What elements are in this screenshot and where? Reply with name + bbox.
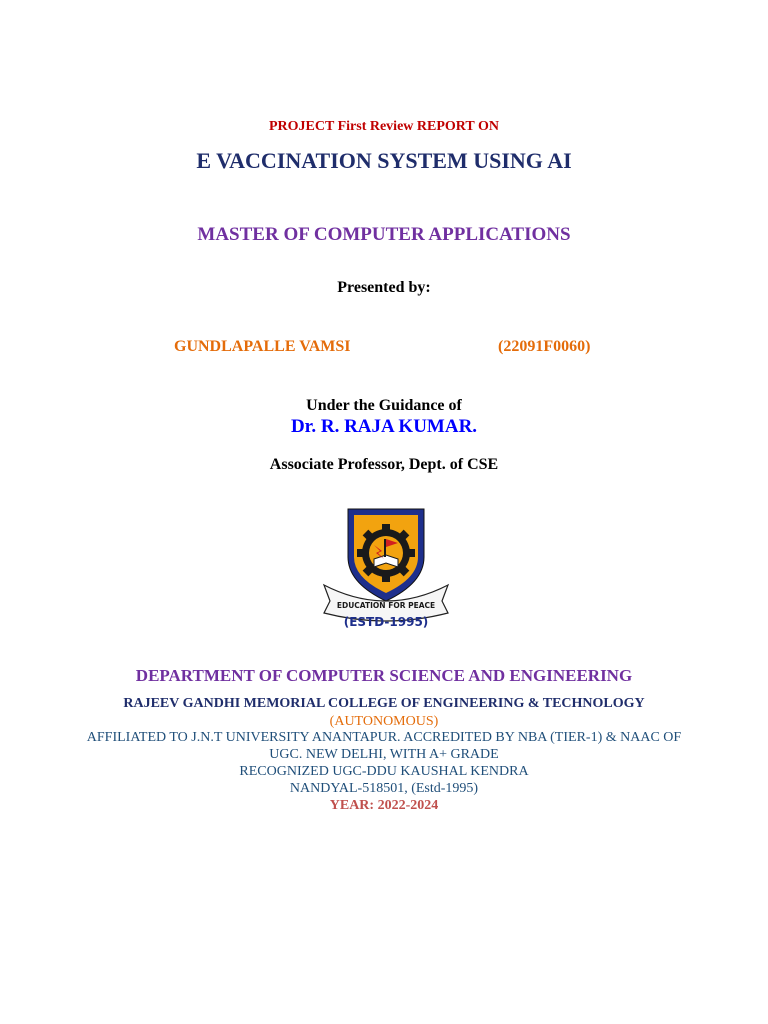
student-roll-number: (22091F0060): [498, 338, 591, 355]
autonomous-status: (AUTONOMOUS): [329, 714, 439, 729]
department-name: DEPARTMENT OF COMPUTER SCIENCE AND ENGINEERING: [135, 666, 633, 685]
college-name: RAJEEV GANDHI MEMORIAL COLLEGE OF ENGINEERING & TECHNOLOGY: [123, 696, 645, 711]
affiliation-line-1: AFFILIATED TO J.N.T UNIVERSITY ANANTAPUR. ACCREDITED BY NBA (TIER-1) & NAAC OF: [86, 730, 682, 745]
svg-text:EDUCATION FOR PEACE: EDUCATION FOR PEACE: [336, 601, 436, 610]
recognition-line: RECOGNIZED UGC-DDU KAUSHAL KENDRA: [239, 764, 529, 779]
guide-name: Dr. R. RAJA KUMAR.: [290, 416, 478, 437]
college-logo-icon: [320, 505, 452, 629]
college-location: NANDYAL-518501, (Estd-1995): [289, 781, 479, 796]
affiliation-line-2: UGC. NEW DELHI, WITH A+ GRADE: [269, 747, 499, 762]
guidance-label: Under the Guidance of: [306, 397, 462, 414]
student-name: GUNDLAPALLE VAMSI: [174, 338, 351, 355]
degree-title: MASTER OF COMPUTER APPLICATIONS: [197, 224, 571, 245]
guide-designation: Associate Professor, Dept. of CSE: [269, 456, 499, 473]
project-title: E VACCINATION SYSTEM USING AI: [196, 148, 572, 173]
presented-by-label: Presented by:: [337, 279, 431, 296]
report-type-heading: PROJECT First Review REPORT ON: [269, 119, 499, 134]
svg-text:(ESTD-1995): (ESTD-1995): [343, 615, 429, 629]
student-row: [0, 338, 768, 360]
academic-year: YEAR: 2022-2024: [329, 798, 439, 813]
